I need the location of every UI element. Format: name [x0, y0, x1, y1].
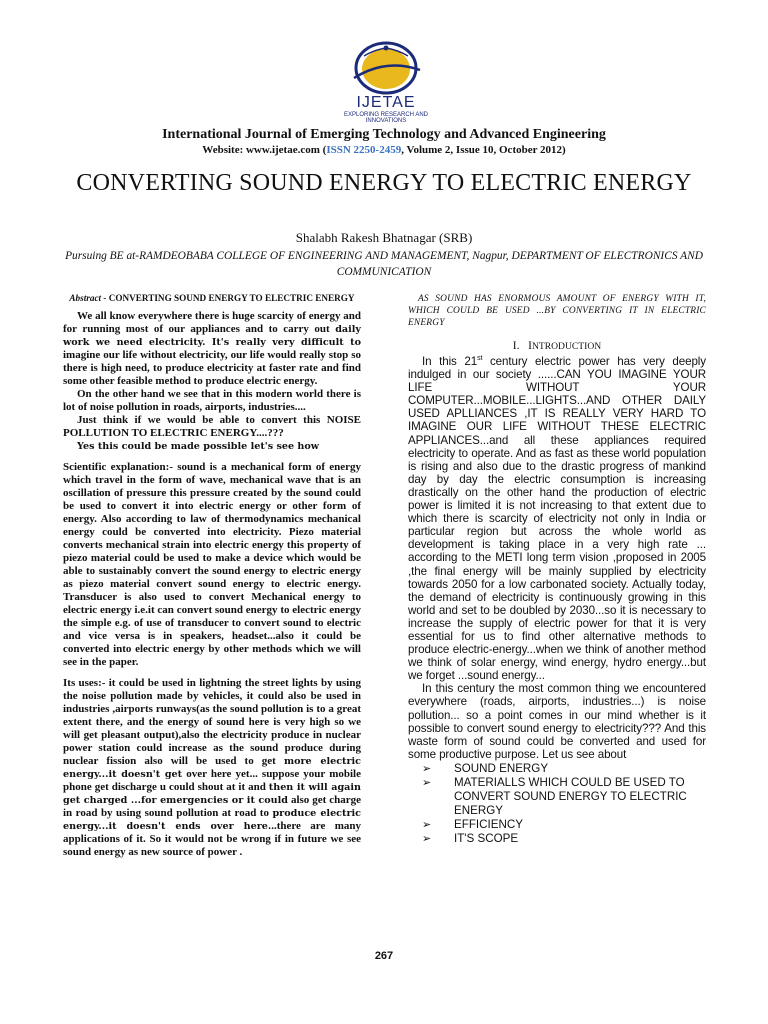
journal-logo [334, 40, 438, 122]
scientific-explanation-paragraph: Scientific explanation:- sound is a mechanical form of energy which travel in the form of wave, mechanical wave that is an oscillation of pressure this pressure created by the sound could be used to convert it into electric energy or other form of energy. Also according to law of thermodynamics mechanical energy could be converted into electricity. Piezo material converts mechanical strain into electric energy this property of piezo material could be used to make a device which would be able to sustainably convert the sound energy to electric energy as piezo material convert sound energy to electric energy. Transducer is also used to convert Mechanical energy to electric energy i.e.it can convert sound energy to electric energy the simple e.g. of use of transducer to convert sound to electric and vice versa is in speakers, headset...also it could be converted into electric energy by other methods which we will see in the paper. [63, 461, 361, 668]
abstract-paragraph-3: Just think if we would be able to convert this NOISE POLLUTION TO ELECTRIC ENERGY....??? [63, 414, 361, 439]
uses-text-4: ..there are many applications of it. So it would not be wrong if in future we see sound energy as new source of power . [63, 820, 361, 858]
abstract-paragraph-1 [63, 310, 361, 388]
journal-name: International Journal of Emerging Technology and Advanced Engineering [162, 127, 606, 142]
topic-bullet-list [408, 762, 706, 846]
arrow-bullet-icon: ➢ [422, 762, 432, 775]
intro-p1-superscript: st [477, 355, 483, 363]
journal-website-line [0, 144, 768, 156]
abstract-quote: AS SOUND HAS ENORMOUS AMOUNT OF ENERGY WITH IT, WHICH COULD BE USED ...BY CONVERTING IT IN ELECTRIC ENERGY [408, 294, 706, 328]
abstract-p1-text: We all know everywhere there is huge scarcity of energy and for running most of our appliances and to carry out [63, 310, 361, 335]
abstract-paragraph-2: On the other hand we see that in this modern world there is lot of noise pollution in roads, airports, industries.... [63, 388, 361, 413]
uses-emphasis-3: produce electric energy...it doesn't ends over here. [63, 808, 361, 832]
logo-tagline: EXPLORING RESEARCH AND INNOVATIONS [343, 112, 429, 124]
abstract-title: CONVERTING SOUND ENERGY TO ELECTRIC ENERGY [108, 293, 355, 303]
intro-p1-text: century electric power has very deeply indulged in our society ......CAN YOU IMAGINE YOUR LIFE WITHOUT YOUR COMPUTER...MOBILE...LIGHTS...AND OTHER DAILY USED APLLIANCES ,IT IS REALLY VERY HARD TO IMAGINE OUR LIFE WITHOUT THESE ELECTRIC APPLIANCES...and all these appliances required electricity to operate. And as fast as these world population is rising and also due to the drastic progress of mankind day by day the electric consumption is increasing drastically on the other hand the production of electric power is limited it is not increasing to that extent due to which there is scarcity of electricity not only in India or particular region but across the whole world as development is taking place in a very high rate ... according to the METI long term vision ,proposed in 2005 ,the final energy will be mainly supplied by electricity towards 2050 for a low carbonated society. Actually today, the demand of electricity is continuously growing in this world and set to be doubled by 2030...so it is necessary to increase the supply of electric power for that it is very essential for us to find other alternative methods to produce electric-energy...when we think of another method we think of solar energy, wind energy, hydro energy...but we forget ...sound energy... [408, 355, 706, 683]
uses-text-3: also get charge in road by using sound pollution at road to [63, 794, 362, 819]
website-prefix: Website: www.ijetae.com ( [202, 144, 327, 156]
uses-text: Its uses:- it could be used in lightning the street lights by using the noise pollution made by vehicles, it could also be used in industries ,airports runways(as the sound pollution is to a great extent there, and the energy of sound here is very high so we will get pleasant output),also the electricity produce in nuclear power station could increase as the sound produce during nuclear fission also will be used to get [63, 677, 361, 767]
uses-paragraph [63, 677, 361, 859]
uses-emphasis-1: more electric energy...it doesn't get [63, 756, 362, 780]
logo-wordmark: IJETAE [356, 94, 416, 111]
abstract-label: Abstract - [69, 293, 109, 303]
uses-text-2: over here yet... suppose your mobile phone get discharge u could shout at it and [63, 768, 361, 793]
section-title-rest: NTRODUCTION [531, 341, 602, 352]
list-item [408, 832, 706, 846]
arrow-bullet-icon: ➢ [422, 776, 432, 789]
abstract-heading [63, 293, 361, 304]
paper-author: Shalabh Rakesh Bhatnagar (SRB) [295, 230, 473, 245]
list-item [408, 818, 706, 832]
paper-title: CONVERTING SOUND ENERGY TO ELECTRIC ENERGY [76, 170, 692, 196]
abstract-paragraph-4: Yes this could be made possible let's see how [77, 441, 320, 452]
introduction-paragraph-2: In this century the most common thing we encountered everywhere (roads, airports, industries...) is noise pollution... so a point comes in our mind whether is it possible to convert sound energy to electricity??? And this waste form of sound could be converted and used for some productive purpose. Let us see about [408, 682, 706, 761]
arrow-bullet-icon: ➢ [422, 818, 432, 831]
website-suffix: , Volume 2, Issue 10, October 2012) [401, 144, 566, 156]
bullet-text: EFFICIENCY [454, 817, 523, 831]
section-heading-introduction [408, 340, 706, 353]
list-item [408, 762, 706, 776]
abstract-p1-text-cont: imagine our life without electricity, our life would really stop so there is high need, to produce electricity at faster rate and find some other feasible method to produce electric energy. [63, 349, 361, 387]
page-number: 267 [374, 950, 394, 962]
intro-p1-start: In this 21 [422, 355, 478, 368]
section-title-initial: I [528, 340, 532, 352]
arrow-bullet-icon: ➢ [422, 832, 432, 845]
left-column [63, 293, 361, 859]
bullet-text: SOUND ENERGY [454, 761, 549, 775]
bullet-text: MATERIALLS WHICH COULD BE USED TO CONVERT SOUND ENERGY TO ELECTRIC ENERGY [454, 775, 687, 817]
uses-emphasis-2: then it will again get charged ...for emergencies or it could [63, 782, 361, 806]
introduction-paragraph-1 [408, 355, 706, 682]
right-column [408, 293, 706, 846]
bullet-text: IT'S SCOPE [454, 831, 519, 845]
section-number: I. [512, 340, 520, 352]
author-affiliation: Pursuing BE at-RAMDEOBABA COLLEGE OF ENGINEERING AND MANAGEMENT, Nagpur, DEPARTMENT OF ELECTRONICS AND COMMUNICATION [65, 250, 703, 278]
abstract-p1-emphasis: daily work we need electricity. It's really very difficult to [63, 324, 362, 348]
list-item [408, 776, 706, 818]
logo-emblem-icon [334, 40, 438, 98]
issn-link[interactable]: ISSN 2250-2459 [326, 144, 402, 156]
